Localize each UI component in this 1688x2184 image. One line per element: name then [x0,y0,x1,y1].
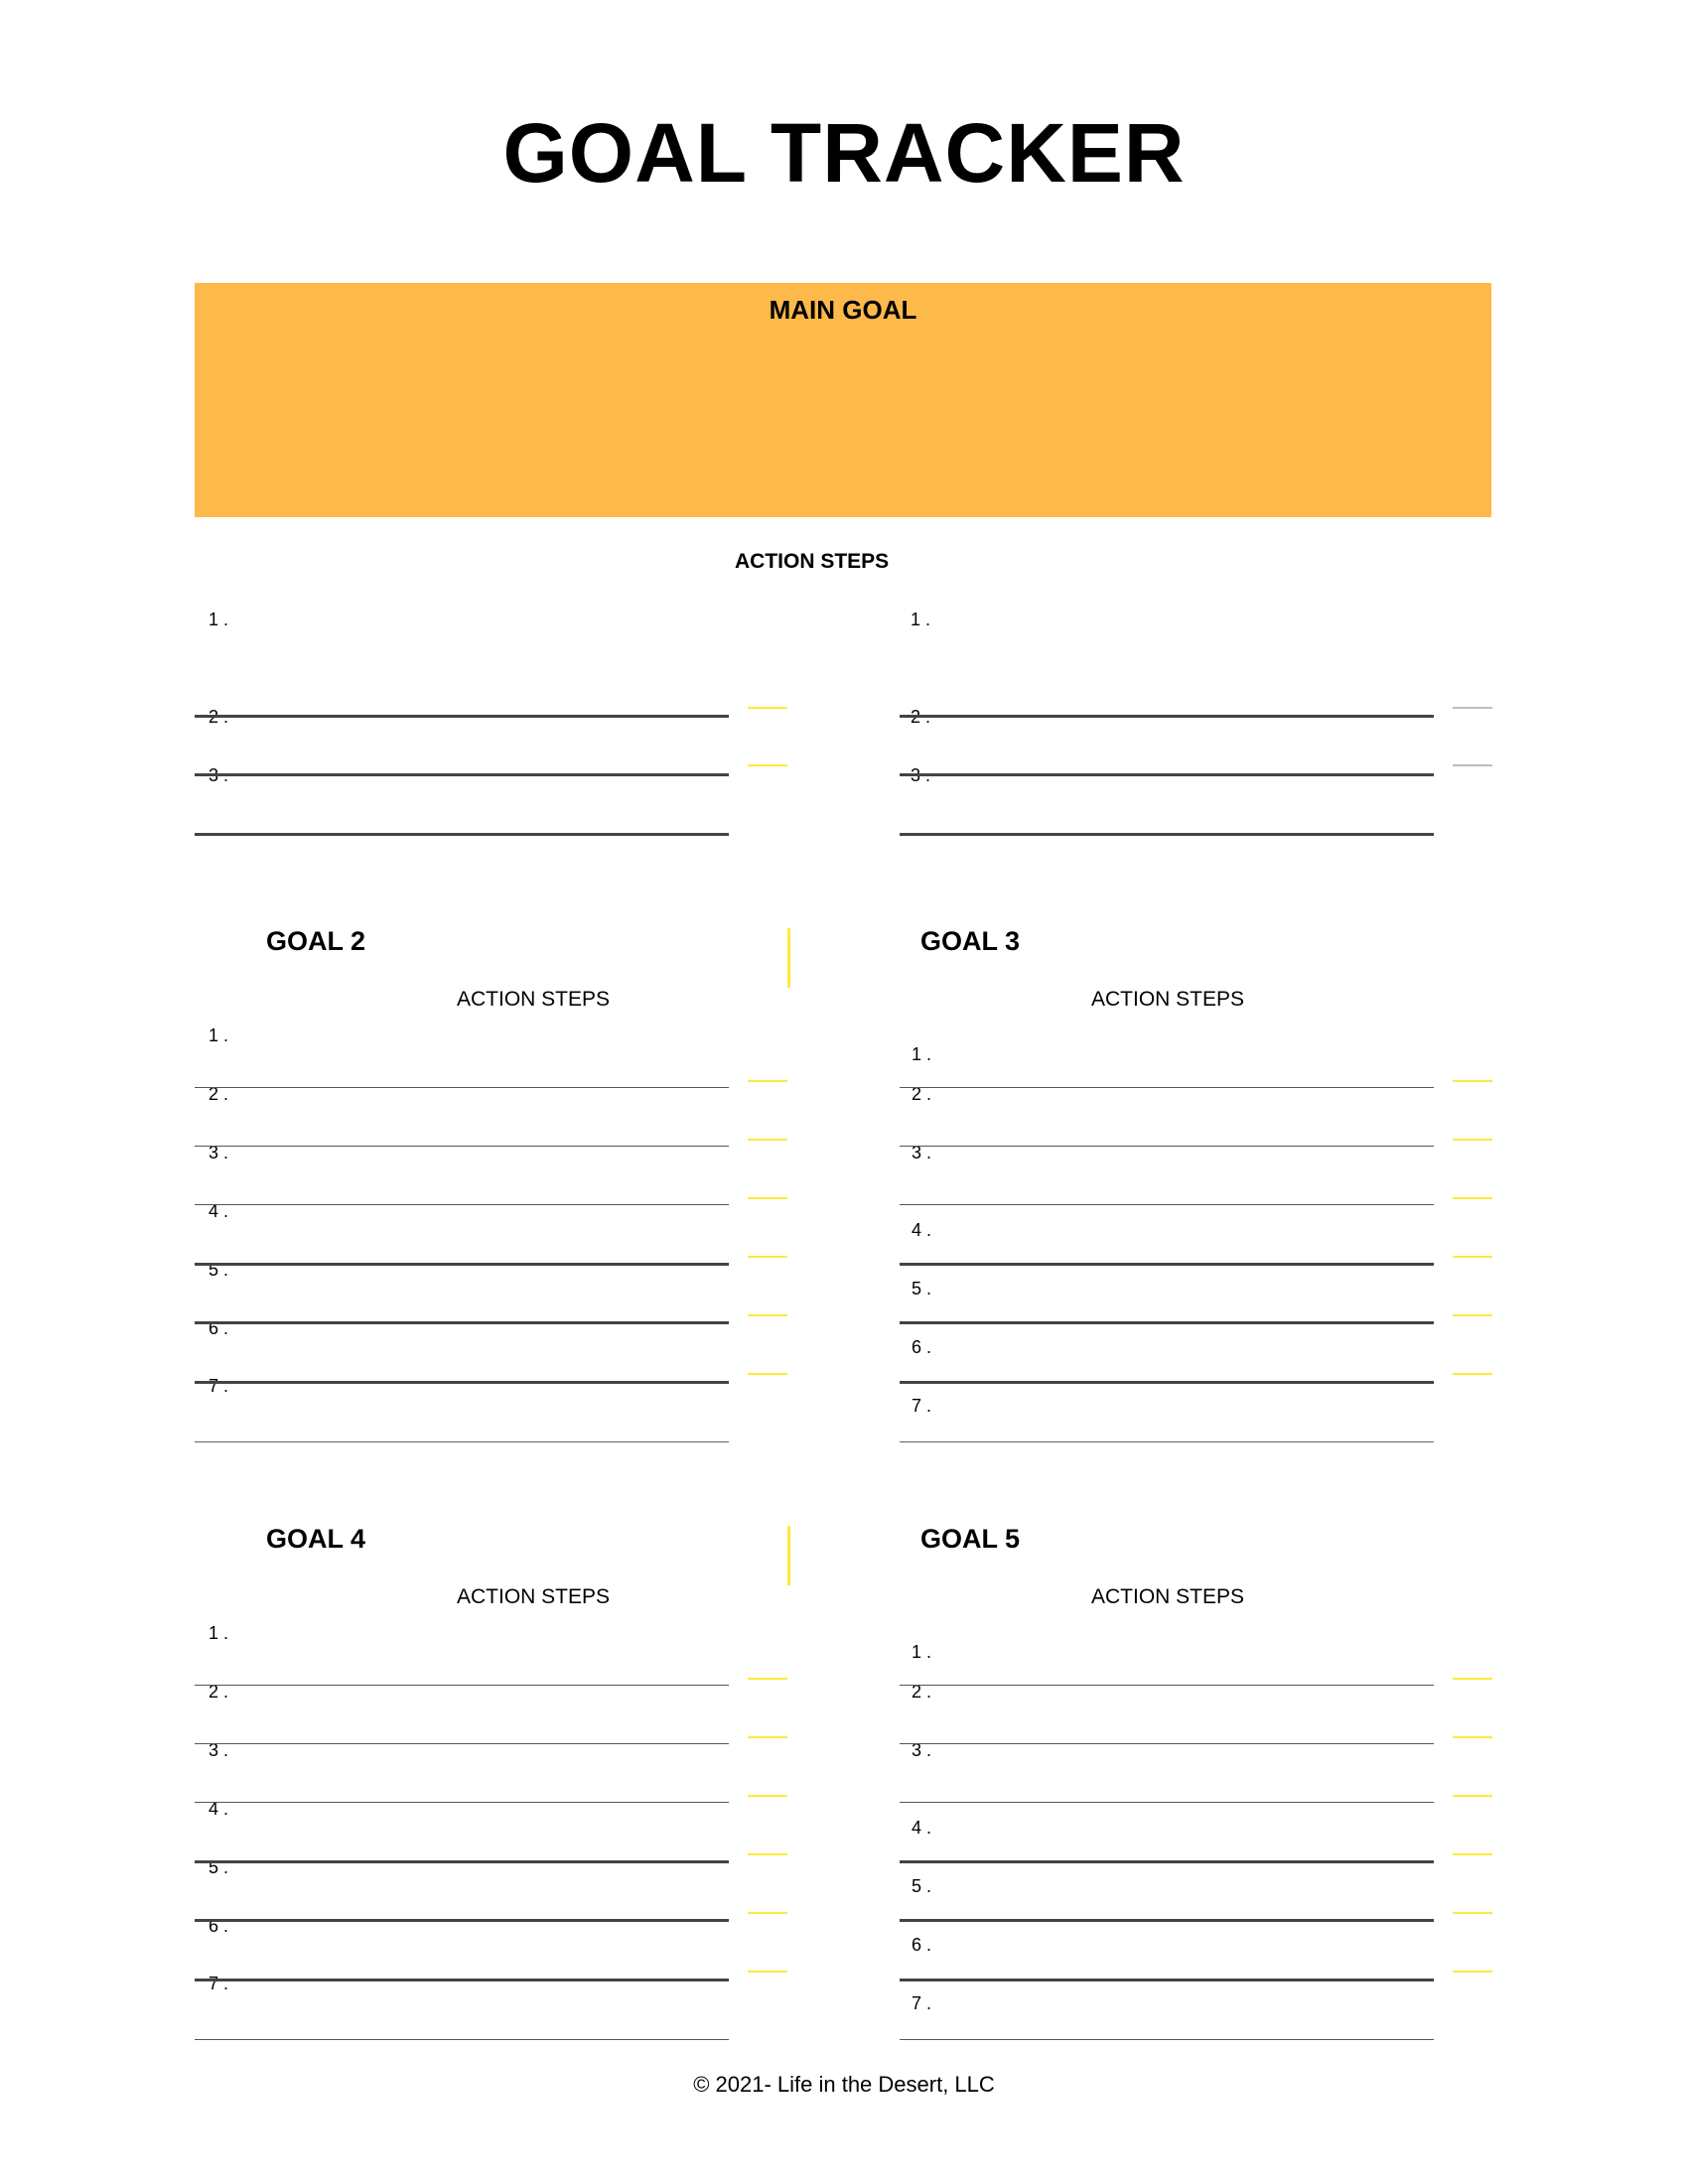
goal-5-step-number: 4 . [912,1818,932,1838]
goal-4-step-number: 1 . [209,1623,229,1643]
goal-4-step-line[interactable] [195,1979,729,1981]
goal-3-step-number: 4 . [912,1220,932,1240]
goal-4-step-number: 6 . [209,1916,229,1936]
goal-4-step-number: 5 . [209,1857,229,1877]
main-left-step-number: 3 . [209,765,229,785]
goal-3-check-mark[interactable] [1453,1197,1492,1199]
main-right-check-mark[interactable] [1453,707,1492,709]
goal-4-step-line[interactable] [195,1919,729,1922]
goal-2-step-number: 2 . [209,1084,229,1104]
goal-5-check-mark[interactable] [1453,1912,1492,1914]
main-left-step-line[interactable] [195,715,729,718]
goal-4-check-mark[interactable] [748,1678,787,1680]
main-left-step-number: 1 . [209,610,229,629]
goal-5-step-line[interactable] [900,1860,1434,1863]
main-right-check-mark[interactable] [1453,764,1492,766]
goal-3-step-number: 7 . [912,1396,932,1416]
goal-3-check-mark[interactable] [1453,1139,1492,1141]
goal-5-step-number: 1 . [912,1642,932,1662]
main-left-step-line[interactable] [195,833,729,836]
goal-4-check-mark[interactable] [748,1971,787,1973]
goal-3-step-number: 5 . [912,1279,932,1298]
goal-3-step-number: 3 . [912,1143,932,1162]
goal-2-step-line[interactable] [195,1263,729,1266]
main-left-check-mark[interactable] [748,764,787,766]
goal-2-step-number: 7 . [209,1376,229,1396]
main-right-step-number: 2 . [911,707,931,727]
goal-5-action-steps-heading: ACTION STEPS [1091,1585,1245,1608]
goal-2-check-mark[interactable] [748,1256,787,1258]
page-title: GOAL TRACKER [502,106,1186,200]
goal-5-check-mark[interactable] [1453,1736,1492,1738]
goal-2-check-mark[interactable] [748,1197,787,1199]
goal-4-check-mark[interactable] [748,1795,787,1797]
goal-2-step-number: 4 . [209,1201,229,1221]
goal-4-step-number: 7 . [209,1974,229,1993]
goal-3-step-line[interactable] [900,1087,1434,1088]
goal-2-action-steps-heading: ACTION STEPS [457,988,611,1011]
footer-copyright: © 2021- Life in the Desert, LLC [693,2072,995,2097]
goal-5-step-number: 2 . [912,1682,932,1702]
main-right-step-number: 1 . [911,610,931,629]
goal-2-check-mark[interactable] [748,1373,787,1375]
goal-4-step-line[interactable] [195,1802,729,1803]
goal-2-step-line[interactable] [195,1381,729,1384]
main-goal-box[interactable] [195,283,1491,517]
main-goal-label: MAIN GOAL [769,295,917,325]
goal-5-step-line[interactable] [900,1685,1434,1686]
goal-3-title: GOAL 3 [920,926,1021,956]
goal-4-step-line[interactable] [195,1685,729,1686]
goal-5-step-number: 6 . [912,1935,932,1955]
goal-3-step-line[interactable] [900,1204,1434,1205]
goal-3-action-steps-heading: ACTION STEPS [1091,988,1245,1011]
main-right-step-number: 3 . [911,765,931,785]
main-right-step-line[interactable] [900,833,1434,836]
goal-4-action-steps-heading: ACTION STEPS [457,1585,611,1608]
goal-5-check-mark[interactable] [1453,1971,1492,1973]
goal-4-step-line[interactable] [195,2039,729,2040]
goal-2-step-number: 6 . [209,1318,229,1338]
goal-2-check-mark[interactable] [748,1314,787,1316]
goal-4-step-line[interactable] [195,1860,729,1863]
main-left-step-line[interactable] [195,773,729,776]
goal-3-check-mark[interactable] [1453,1314,1492,1316]
goal-3-check-mark[interactable] [1453,1256,1492,1258]
main-right-step-line[interactable] [900,773,1434,776]
goal-5-title: GOAL 5 [920,1524,1021,1554]
goal-2-step-line[interactable] [195,1087,729,1088]
goal-5-step-line[interactable] [900,1919,1434,1922]
main-left-check-mark[interactable] [748,707,787,709]
goal-5-check-mark[interactable] [1453,1795,1492,1797]
main-left-step-number: 2 . [209,707,229,727]
goal-4-check-mark[interactable] [748,1853,787,1855]
goal-5-step-line[interactable] [900,2039,1434,2040]
goal-5-step-line[interactable] [900,1979,1434,1981]
goal-2-step-line[interactable] [195,1146,729,1147]
goal-2-step-number: 1 . [209,1025,229,1045]
main-goal-action-steps-heading: ACTION STEPS [735,550,890,573]
goal-5-check-mark[interactable] [1453,1678,1492,1680]
goal-3-step-line[interactable] [900,1321,1434,1324]
goal-2-check-mark[interactable] [748,1139,787,1141]
goal-3-step-line[interactable] [900,1146,1434,1147]
goal-3-step-line[interactable] [900,1381,1434,1384]
goal-3-check-mark[interactable] [1453,1080,1492,1082]
goal-2-step-line[interactable] [195,1204,729,1205]
goal-5-step-number: 3 . [912,1740,932,1760]
goal-5-step-number: 5 . [912,1876,932,1896]
goal-4-step-number: 2 . [209,1682,229,1702]
goal-2-title: GOAL 2 [266,926,366,956]
goal-5-step-number: 7 . [912,1993,932,2013]
goal-2-step-number: 5 . [209,1260,229,1280]
goal-5-step-line[interactable] [900,1743,1434,1744]
goal-2-step-line[interactable] [195,1441,729,1442]
goal-2-divider [787,928,790,988]
goal-3-step-line[interactable] [900,1441,1434,1442]
goal-2-step-line[interactable] [195,1321,729,1324]
goal-4-check-mark[interactable] [748,1736,787,1738]
goal-4-divider [787,1526,790,1585]
goal-5-step-line[interactable] [900,1802,1434,1803]
goal-2-step-number: 3 . [209,1143,229,1162]
goal-5-check-mark[interactable] [1453,1853,1492,1855]
goal-3-check-mark[interactable] [1453,1373,1492,1375]
goal-4-step-number: 3 . [209,1740,229,1760]
goal-3-step-number: 2 . [912,1084,932,1104]
main-right-step-line[interactable] [900,715,1434,718]
goal-4-check-mark[interactable] [748,1912,787,1914]
goal-3-step-line[interactable] [900,1263,1434,1266]
goal-3-step-number: 6 . [912,1337,932,1357]
goal-4-step-line[interactable] [195,1743,729,1744]
goal-4-step-number: 4 . [209,1799,229,1819]
goal-4-title: GOAL 4 [266,1524,366,1554]
goal-3-step-number: 1 . [912,1044,932,1064]
goal-2-check-mark[interactable] [748,1080,787,1082]
